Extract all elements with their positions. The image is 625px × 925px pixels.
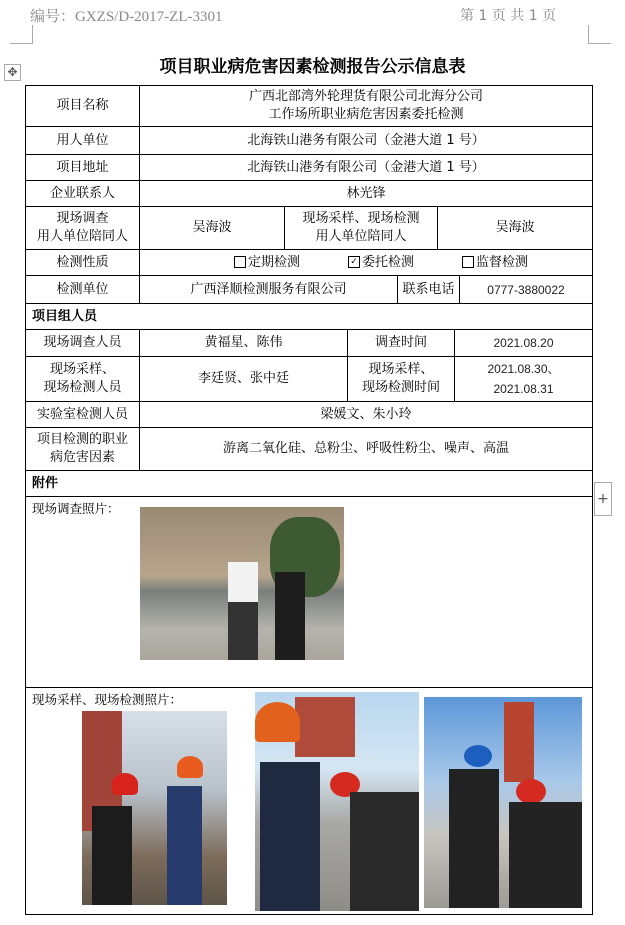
nature-options [139, 249, 593, 276]
text: 现场调查照片： [32, 501, 120, 516]
label: 检测单位 [25, 275, 140, 304]
contact: 林光锋 [139, 180, 593, 207]
label: 项目地址 [25, 154, 140, 181]
text: 用人单位陪同人 [315, 229, 407, 244]
text: 2021.08.30、 [487, 362, 560, 376]
text: 现场采样、 [368, 362, 434, 377]
label: 项目名称 [25, 85, 140, 127]
document-number: 编号：GXZS/D-2017-ZL-3301 [30, 9, 223, 25]
text: 现场调查 [56, 211, 109, 226]
sampling-time [454, 356, 593, 402]
text: 现场采样、现场检测 [302, 211, 420, 226]
text: 病危害因素 [49, 450, 115, 465]
plus-icon[interactable]: + [594, 482, 612, 516]
page-number: 第 1 页 共 1 页 [460, 8, 557, 24]
surveyors: 黄福星、陈伟 [139, 329, 348, 357]
checkbox-periodic[interactable] [234, 254, 300, 272]
lab-staff: 梁媛文、朱小玲 [139, 401, 593, 428]
section-heading: 附件 [25, 470, 593, 497]
section-heading: 项目组人员 [25, 303, 593, 330]
crop-mark [588, 25, 611, 44]
project-name [139, 85, 593, 127]
label [25, 206, 140, 250]
text: 2021.08.31 [493, 382, 554, 396]
label: 实验室检测人员 [25, 401, 140, 428]
crop-mark [10, 25, 33, 44]
survey-photo [140, 507, 344, 660]
text: 项目检测的职业 [36, 432, 128, 447]
samplers: 李廷贤、张中廷 [139, 356, 348, 402]
sampling-escort: 吴海波 [437, 206, 593, 250]
label [347, 356, 455, 402]
text: 工作场所职业病危害因素委托检测 [268, 107, 464, 122]
employer: 北海铁山港务有限公司（金港大道 1 号） [139, 126, 593, 155]
text: 用人单位陪同人 [36, 229, 128, 244]
text: 现场检测时间 [361, 380, 440, 395]
sampling-photo [424, 697, 582, 908]
checkbox-checked-icon: ✓ [348, 256, 360, 268]
checkbox-icon [462, 256, 474, 268]
label [25, 356, 140, 402]
label: 企业联系人 [25, 180, 140, 207]
checkbox-icon [234, 256, 246, 268]
sampling-photo [82, 711, 227, 905]
label: 检测性质 [25, 249, 140, 276]
text: 现场检测人员 [43, 380, 122, 395]
hazards: 游离二氧化硅、总粉尘、呼吸性粉尘、噪声、高温 [139, 427, 593, 471]
text: 委托检测 [361, 254, 414, 270]
label [284, 206, 438, 250]
label: 调查时间 [347, 329, 455, 357]
label [25, 427, 140, 471]
text: 定期检测 [247, 254, 300, 270]
phone: 0777-3880022 [459, 275, 593, 304]
label: 现场调查人员 [25, 329, 140, 357]
checkbox-supervision[interactable] [462, 254, 528, 272]
page-title: 项目职业病危害因素检测报告公示信息表 [159, 57, 466, 77]
label: 用人单位 [25, 126, 140, 155]
text: 广西北部湾外轮理货有限公司北海分公司 [248, 89, 483, 104]
text: 监督检测 [475, 254, 528, 270]
checkbox-entrusted[interactable] [348, 254, 414, 272]
address: 北海铁山港务有限公司（金港大道 1 号） [139, 154, 593, 181]
survey-time: 2021.08.20 [454, 329, 593, 357]
label: 联系电话 [397, 275, 460, 304]
text: 现场采样、现场检测照片： [32, 692, 183, 707]
survey-escort: 吴海波 [139, 206, 285, 250]
sampling-photo [255, 692, 419, 911]
move-icon[interactable]: ✥ [4, 64, 21, 81]
agency: 广西泽顺检测服务有限公司 [139, 275, 398, 304]
text: 现场采样、 [49, 362, 115, 377]
